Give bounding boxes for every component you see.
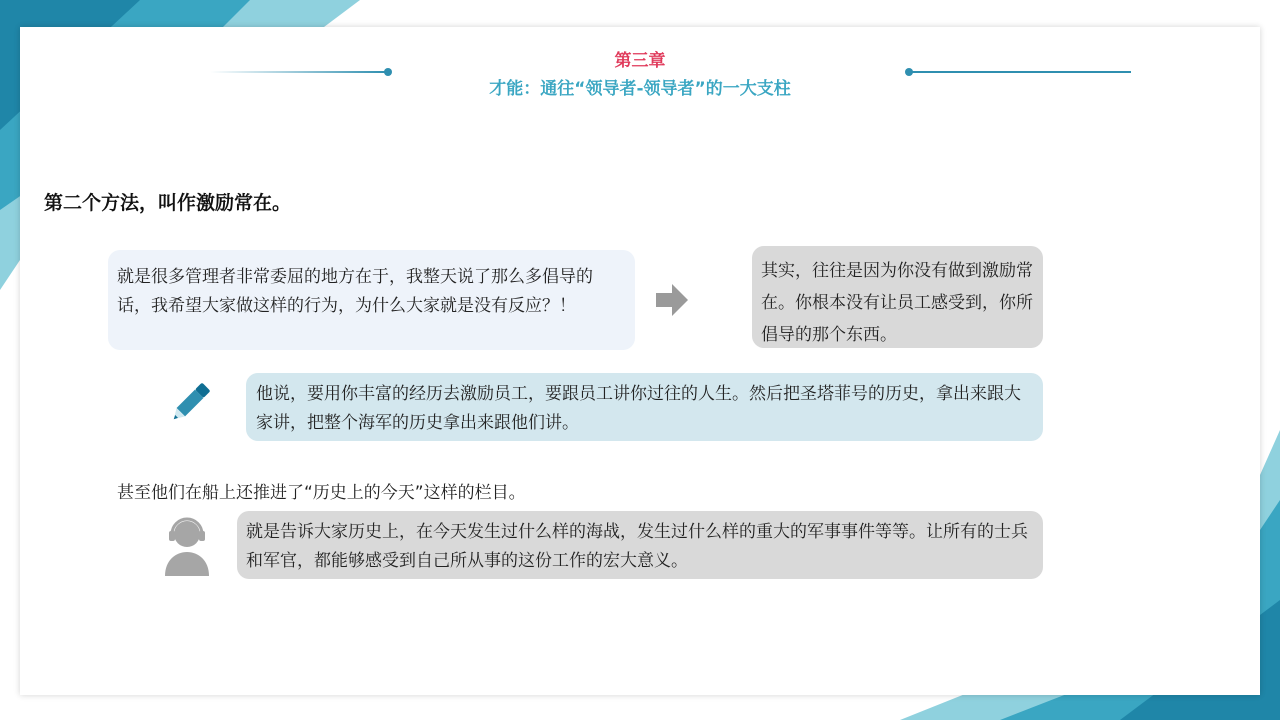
slide-card bbox=[20, 27, 1260, 695]
header-line-left bbox=[210, 71, 386, 73]
problem-bubble: 就是很多管理者非常委屈的地方在于，我整天说了那么多倡导的话，我希望大家做这样的行为，为什么大家就是没有反应？！ bbox=[108, 250, 635, 350]
header-line-right bbox=[911, 71, 1131, 73]
explain-bubble: 就是告诉大家历史上，在今天发生过什么样的海战，发生过什么样的重大的军事事件等等。让所有的士兵和军官，都能够感受到自己所从事的这份工作的宏大意义。 bbox=[237, 511, 1043, 579]
answer-bubble: 其实，往往是因为你没有做到激励常在。你根本没有让员工感受到，你所倡导的那个东西。 bbox=[752, 246, 1043, 348]
chapter-title: 第三章 bbox=[614, 51, 666, 71]
quote-bubble: 他说，要用你丰富的经历去激励员工，要跟员工讲你过往的人生。然后把圣塔菲号的历史，拿出来跟大家讲，把整个海军的历史拿出来跟他们讲。 bbox=[246, 373, 1043, 441]
chapter-subtitle: 才能：通往“领导者-领导者”的一大支柱 bbox=[489, 79, 791, 99]
arrow-right-icon bbox=[654, 282, 690, 318]
pencil-icon bbox=[165, 378, 215, 428]
history-column-text: 甚至他们在船上还推进了“历史上的今天”这样的栏目。 bbox=[117, 483, 526, 503]
headset-person-icon bbox=[162, 514, 212, 578]
section-heading: 第二个方法，叫作激励常在。 bbox=[44, 192, 292, 214]
